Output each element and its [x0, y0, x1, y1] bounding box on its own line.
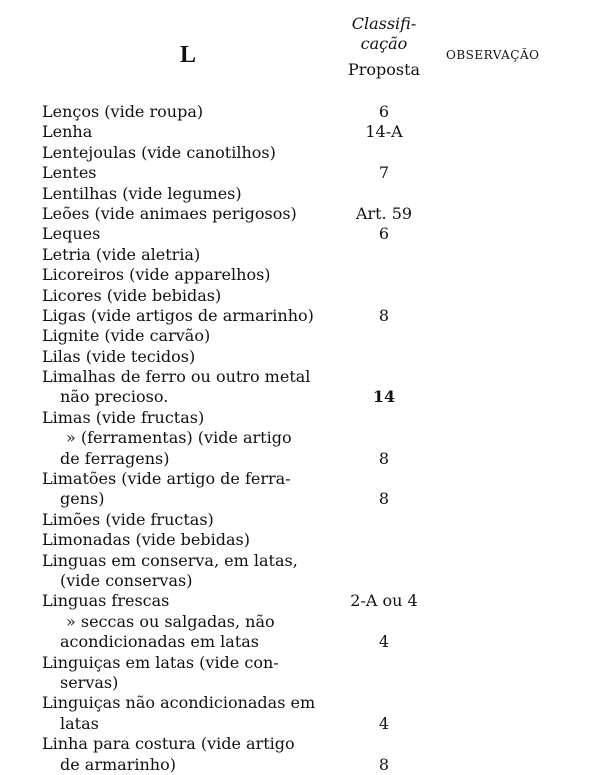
classification-header [334, 14, 434, 80]
entry-term: Lentes [42, 163, 97, 183]
entry-term: Linguiças em latas (vide con- [42, 652, 279, 672]
entry-term: Linguas em conserva, em latas, [42, 550, 298, 570]
entry-row [42, 224, 462, 244]
entry-row [42, 714, 462, 734]
entry-row [42, 387, 462, 407]
entry-classification [342, 265, 426, 285]
entry-term: não precioso. [60, 387, 169, 407]
observacao-header: OBSERVAÇÃO [446, 48, 540, 62]
entry-row [42, 530, 462, 550]
entry-row [42, 510, 462, 530]
entry-classification [342, 326, 426, 346]
entry-term: Lenha [42, 122, 93, 142]
entry-row [42, 408, 462, 428]
entry-row [42, 469, 462, 489]
entry-row [42, 122, 462, 142]
entry-row [42, 571, 462, 591]
entry-classification [342, 530, 426, 550]
entry-classification: 8 [378, 448, 390, 468]
entry-term: Linha para costura (vide artigo [42, 734, 295, 754]
entry-term: servas) [60, 672, 119, 692]
entry-term: Limonadas (vide bebidas) [42, 530, 250, 550]
entry-row [42, 326, 462, 346]
entry-row [42, 653, 462, 673]
entry-term: Lentilhas (vide legumes) [42, 183, 242, 203]
entry-row [42, 632, 462, 652]
proposta-label: Proposta [347, 60, 421, 79]
entry-term: Linguas frescas [42, 591, 170, 611]
entry-classification [342, 143, 426, 163]
entry-classification [342, 367, 426, 387]
entry-term: Lentejoulas (vide canotilhos) [42, 142, 276, 162]
classification-line2: cação [360, 34, 408, 53]
entry-term: de armarinho) [60, 754, 176, 774]
entry-term: gens) [60, 489, 105, 509]
entry-classification [342, 408, 426, 428]
entry-row [42, 143, 462, 163]
entry-term: Leques [42, 224, 101, 244]
entry-term: (vide conservas) [60, 570, 193, 590]
entry-row [42, 347, 462, 367]
entry-term: Licores (vide bebidas) [42, 285, 222, 305]
entry-term: Limalhas de ferro ou outro metal [42, 367, 311, 387]
entry-classification: 4 [378, 713, 390, 733]
entry-classification [342, 673, 426, 693]
entry-row [42, 286, 462, 306]
entry-row [42, 693, 462, 713]
classification-line1: Classifi- [351, 14, 417, 33]
entry-classification: 14 [372, 387, 396, 407]
entry-list [42, 102, 462, 775]
entry-term: Ligas (vide artigos de armarinho) [42, 305, 314, 325]
entry-classification: Art. 59 [355, 203, 413, 223]
entry-classification [342, 347, 426, 367]
entry-classification [342, 551, 426, 571]
entry-row [42, 428, 462, 448]
entry-classification: 6 [378, 224, 390, 244]
entry-classification: 4 [378, 632, 390, 652]
entry-classification [342, 428, 426, 448]
entry-classification [342, 693, 426, 713]
entry-classification: 8 [378, 754, 390, 774]
entry-classification: 8 [378, 489, 390, 509]
entry-term: » (ferramentas) (vide artigo [66, 428, 292, 448]
entry-row [42, 449, 462, 469]
entry-classification [342, 286, 426, 306]
entry-term: Limatões (vide artigo de ferra- [42, 469, 291, 489]
entry-classification [342, 571, 426, 591]
entry-row [42, 245, 462, 265]
entry-row [42, 306, 462, 326]
entry-classification [342, 653, 426, 673]
entry-term: latas [60, 713, 99, 733]
entry-classification [342, 245, 426, 265]
entry-term: acondicionadas em latas [60, 632, 259, 652]
entry-term: Lignite (vide carvão) [42, 326, 211, 346]
entry-row [42, 367, 462, 387]
entry-row [42, 551, 462, 571]
entry-row [42, 184, 462, 204]
entry-term: Limões (vide fructas) [42, 509, 214, 529]
entry-classification: 2-A ou 4 [350, 591, 418, 611]
entry-term: Linguiças não acondicionadas em [42, 693, 316, 713]
entry-row [42, 204, 462, 224]
section-letter: L [180, 42, 197, 68]
entry-classification: 8 [378, 305, 390, 325]
entry-classification: 6 [378, 102, 390, 121]
entry-term: » seccas ou salgadas, não [66, 611, 275, 631]
entry-term: Lilas (vide tecidos) [42, 346, 196, 366]
entry-row [42, 612, 462, 632]
entry-row [42, 489, 462, 509]
entry-classification [342, 184, 426, 204]
entry-classification: 14-A [365, 122, 403, 142]
entry-term: Leões (vide animaes perigosos) [42, 203, 297, 223]
entry-term: Limas (vide fructas) [42, 407, 205, 427]
entry-row [42, 591, 462, 611]
entry-classification [342, 734, 426, 754]
entry-term: Letria (vide aletria) [42, 244, 201, 264]
entry-classification [342, 469, 426, 489]
entry-classification [342, 510, 426, 530]
entry-term: Lenços (vide roupa) [42, 102, 204, 121]
entry-classification [342, 612, 426, 632]
entry-row [42, 673, 462, 693]
entry-row [42, 265, 462, 285]
entry-row [42, 102, 462, 122]
entry-row [42, 163, 462, 183]
entry-term: de ferragens) [60, 448, 170, 468]
entry-row [42, 734, 462, 754]
entry-classification: 7 [378, 163, 390, 183]
entry-term: Licoreiros (vide apparelhos) [42, 265, 271, 285]
